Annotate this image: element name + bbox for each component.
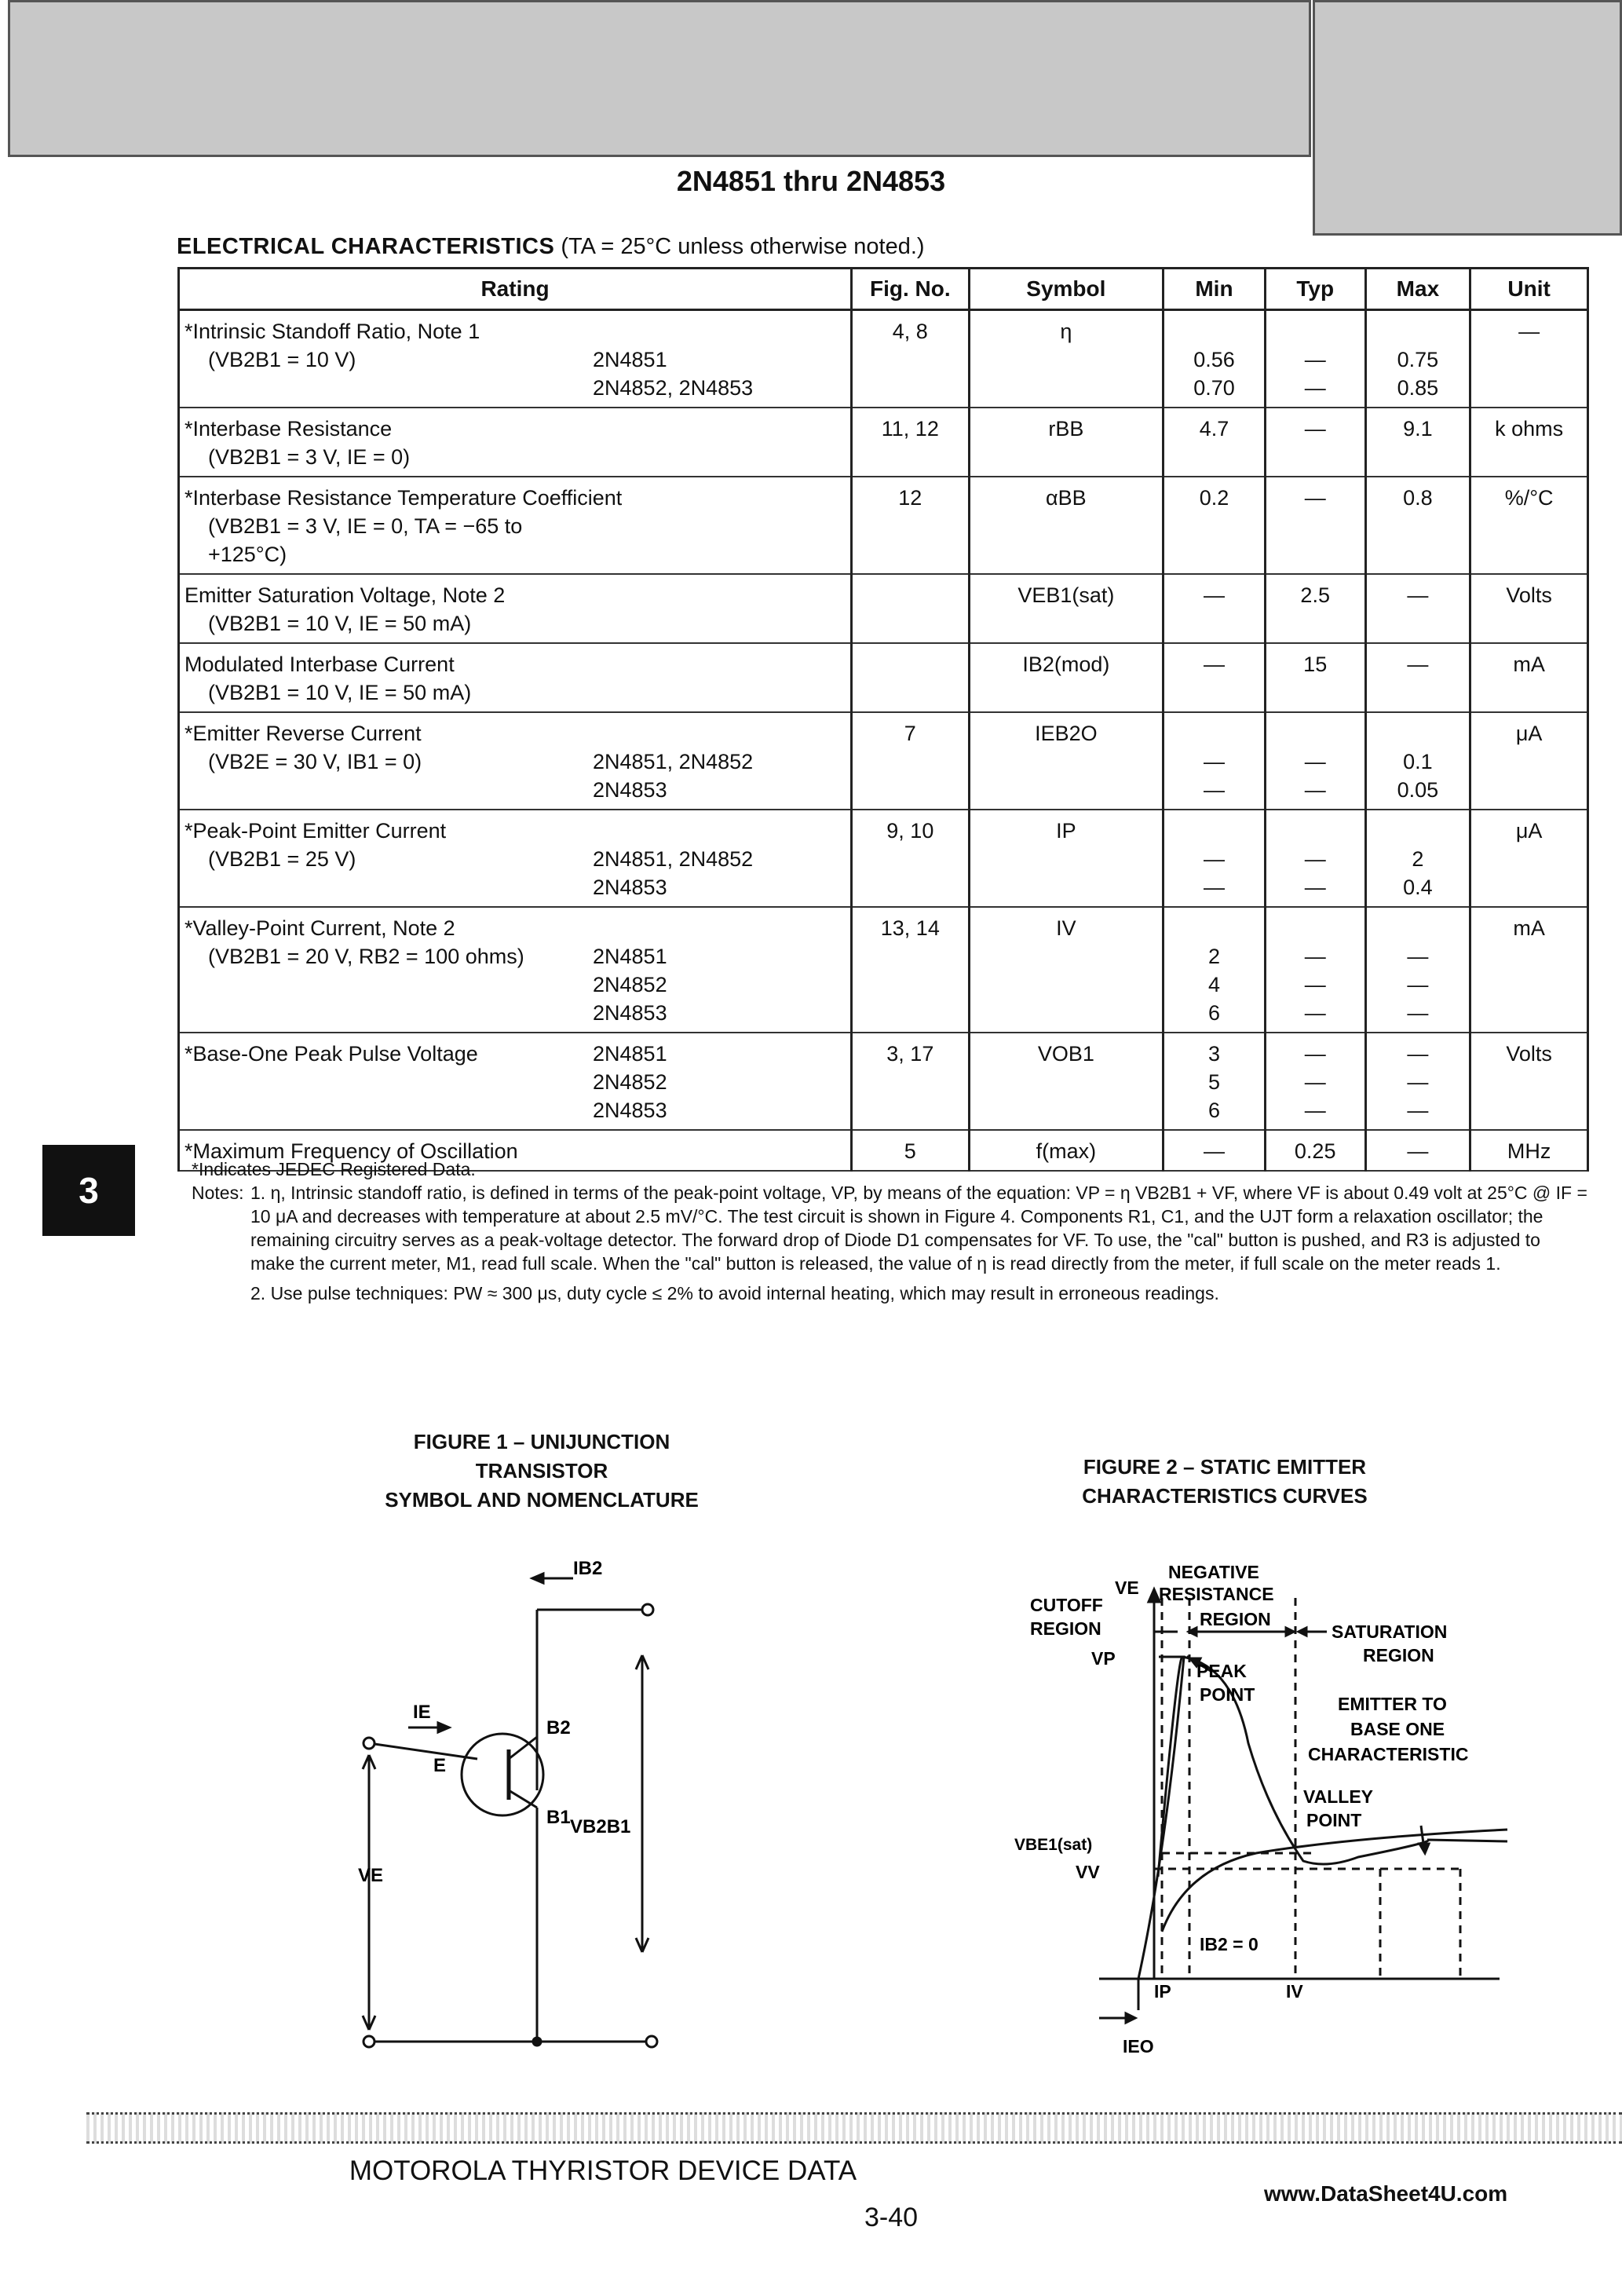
rating-condition (184, 1040, 593, 1124)
col-header: Unit (1470, 269, 1588, 310)
emitter-lead (369, 1743, 477, 1759)
rating-cell (179, 643, 852, 712)
unit-cell: mA (1470, 643, 1588, 712)
figure1-caption (338, 1428, 746, 1515)
figure1-caption-line: TRANSISTOR (475, 1459, 608, 1483)
unit-cell: MHz (1470, 1130, 1588, 1171)
rating-cell (179, 712, 852, 810)
rating-devices: 2N4851, 2N4852 2N4853 (593, 847, 754, 899)
unit-cell: — (1470, 310, 1588, 408)
typ-cell: 2.5 (1265, 574, 1365, 643)
min-cell: 0.2 (1164, 477, 1266, 574)
footer-divider (86, 2112, 1622, 2144)
col-header: Rating (179, 269, 852, 310)
fig-cell: 13, 14 (852, 907, 970, 1033)
min-cell: 3 5 6 (1164, 1033, 1266, 1130)
fig-cell (852, 643, 970, 712)
ve-bottom-terminal (363, 2036, 374, 2047)
fig-cell: 7 (852, 712, 970, 810)
fig2-label-peak: PEAK (1196, 1661, 1247, 1681)
fig-cell: 3, 17 (852, 1033, 970, 1130)
emitter-terminal (363, 1738, 374, 1749)
fig-cell: 4, 8 (852, 310, 970, 408)
fig2-label-vbe1sat: VBE1(sat) (1014, 1836, 1093, 1854)
symbol-cell: IV (969, 907, 1164, 1033)
rating-cell (179, 310, 852, 408)
rating-name: *Intrinsic Standoff Ratio, Note 1 (184, 320, 480, 343)
fig-cell: 12 (852, 477, 970, 574)
fig2-label-ve: VE (1115, 1578, 1139, 1598)
fig-cell: 5 (852, 1130, 970, 1171)
fig2-label-characteristic: CHARACTERISTIC (1308, 1744, 1469, 1764)
section-condition: (TA = 25°C unless otherwise noted.) (561, 234, 925, 259)
table-row (179, 712, 1588, 810)
unit-cell: k ohms (1470, 408, 1588, 477)
min-cell: 2 4 6 (1164, 907, 1266, 1033)
fig1-label-b1: B1 (546, 1807, 571, 1828)
rating-name: Modulated Interbase Current (184, 653, 455, 676)
max-cell: — (1365, 1130, 1470, 1171)
section-title-text: ELECTRICAL CHARACTERISTICS (177, 234, 555, 259)
rating-name: *Peak-Point Emitter Current (184, 819, 447, 843)
symbol-cell: VEB1(sat) (969, 574, 1164, 643)
rating-devices (593, 678, 846, 707)
table-row (179, 1033, 1588, 1130)
typ-cell: — — (1265, 310, 1365, 408)
max-cell: 0.8 (1365, 477, 1470, 574)
unit-cell: Volts (1470, 1033, 1588, 1130)
figure1-ujt-symbol (338, 1539, 730, 2073)
rating-devices (593, 609, 846, 638)
table-header-row (179, 269, 1588, 310)
figure2-characteristic-curves (997, 1539, 1515, 2065)
section-title (177, 234, 925, 260)
table-row (179, 810, 1588, 907)
fig-cell: 11, 12 (852, 408, 970, 477)
note-2: 2. Use pulse techniques: PW ≈ 300 μs, duty cycle ≤ 2% to avoid internal heating, which may result in erroneous readings. (250, 1283, 1219, 1303)
max-cell: 0.1 0.05 (1365, 712, 1470, 810)
fig2-label-base-one: BASE ONE (1350, 1719, 1445, 1739)
fig1-label-ib2: IB2 (573, 1558, 603, 1579)
rating-name: *Valley-Point Current, Note 2 (184, 916, 455, 940)
typ-cell: — — (1265, 712, 1365, 810)
rating-condition: (VB2B1 = 10 V) (208, 348, 356, 371)
max-cell: 0.75 0.85 (1365, 310, 1470, 408)
typ-cell: 0.25 (1265, 1130, 1365, 1171)
fig1-label-e: E (433, 1755, 447, 1776)
rating-condition: (VB2B1 = 3 V, IE = 0) (208, 445, 411, 469)
table-row (179, 408, 1588, 477)
min-cell: 0.56 0.70 (1164, 310, 1266, 408)
fig2-label-vv: VV (1076, 1862, 1100, 1882)
section-tab: 3 (42, 1145, 135, 1236)
figure1-caption-line: FIGURE 1 – UNIJUNCTION (413, 1430, 670, 1453)
min-cell: — (1164, 574, 1266, 643)
figure2-caption-line: CHARACTERISTICS CURVES (1082, 1484, 1368, 1508)
max-cell: — (1365, 643, 1470, 712)
min-cell: — — (1164, 712, 1266, 810)
unit-cell: μA (1470, 712, 1588, 810)
b1-terminal (646, 2036, 657, 2047)
table-row (179, 310, 1588, 408)
symbol-cell: η (969, 310, 1164, 408)
rating-cell (179, 907, 852, 1033)
figure2-caption (1036, 1453, 1413, 1511)
header-gray-corner (1313, 0, 1622, 236)
min-cell: — — (1164, 810, 1266, 907)
col-header: Symbol (969, 269, 1164, 310)
rating-devices (593, 443, 846, 471)
unit-cell: mA (1470, 907, 1588, 1033)
fig1-label-vb2b1: VB2B1 (570, 1816, 631, 1837)
symbol-cell: IB2(mod) (969, 643, 1164, 712)
rating-name: *Base-One Peak Pulse Voltage (184, 1042, 478, 1066)
typ-cell: — — — (1265, 907, 1365, 1033)
symbol-cell: VOB1 (969, 1033, 1164, 1130)
min-cell: — (1164, 1130, 1266, 1171)
symbol-cell: IEB2O (969, 712, 1164, 810)
unit-cell: %/°C (1470, 477, 1588, 574)
b2-terminal (642, 1604, 653, 1615)
rating-devices (593, 512, 846, 569)
rating-cell (179, 574, 852, 643)
fig2-label-vp: VP (1091, 1648, 1116, 1669)
rating-cell (179, 408, 852, 477)
rating-condition: (VB2B1 = 20 V, RB2 = 100 ohms) (208, 945, 524, 968)
rating-cell (179, 1033, 852, 1130)
ib2-zero-curve (1162, 1830, 1507, 1932)
col-header: Max (1365, 269, 1470, 310)
notes-label: Notes: (192, 1183, 244, 1203)
figure2-caption-line: FIGURE 2 – STATIC EMITTER (1083, 1455, 1367, 1479)
rating-name: *Emitter Reverse Current (184, 722, 422, 745)
fig2-label-valley-point: POINT (1306, 1810, 1362, 1830)
table-row (179, 907, 1588, 1033)
table-row (179, 643, 1588, 712)
fig2-label-emitter-to: EMITTER TO (1338, 1694, 1447, 1714)
typ-cell: — (1265, 477, 1365, 574)
typ-cell: 15 (1265, 643, 1365, 712)
note-1: 1. η, Intrinsic standoff ratio, is defined in terms of the peak-point voltage, VP, by means of the equation: VP = η VB2B1 + VF, where VF is about 0.49 volt at 25°C @ IF = 10 μA and decreases with temperature at about 2.5 mV/°C. The test circuit is shown in Figure 4. Components R1, C1, and the UJT form a relaxation oscillator; the remaining circuitry serves as a peak-voltage detector. The forward drop of Diode D1 compensates for VF. To use, the "cal" button is pushed, and R3 is adjusted to make the current meter, M1, read full scale. When the "cal" button is released, the value of η is read directly from the meter, if full scale on the meter reads 1. (250, 1183, 1587, 1274)
rating-condition: (VB2B1 = 3 V, IE = 0, TA = −65 to +125°C) (208, 514, 523, 566)
source-site: www.DataSheet4U.com (1264, 2181, 1508, 2206)
fig2-label-negative: NEGATIVE (1168, 1562, 1259, 1582)
rating-devices: 2N4851 2N4852 2N4853 (593, 1042, 667, 1122)
fig2-label-ieo: IEO (1123, 2036, 1154, 2057)
table-row (179, 477, 1588, 574)
fig1-label-ve: VE (358, 1865, 384, 1886)
fig2-label-iv: IV (1286, 1981, 1303, 2002)
page-number: 3-40 (864, 2203, 919, 2232)
rating-condition: (VB2B1 = 25 V) (208, 847, 356, 871)
rating-name: *Maximum Frequency of Oscillation (184, 1139, 518, 1163)
rating-condition: (VB2E = 30 V, IB1 = 0) (208, 750, 422, 773)
electrical-characteristics-table (177, 267, 1589, 1172)
col-header: Fig. No. (852, 269, 970, 310)
notes-block (192, 1157, 1589, 1305)
rating-devices: 2N4851 2N4852, 2N4853 (593, 348, 754, 400)
min-cell: — (1164, 643, 1266, 712)
fig2-label-region: REGION (1200, 1609, 1271, 1629)
figure1-caption-line: SYMBOL AND NOMENCLATURE (385, 1488, 699, 1512)
rating-name: *Interbase Resistance (184, 417, 393, 441)
jedec-note: *Indicates JEDEC Registered Data. (192, 1159, 476, 1179)
fig2-label-resistance: RESISTANCE (1159, 1584, 1274, 1604)
fig-cell: 9, 10 (852, 810, 970, 907)
rating-name: Emitter Saturation Voltage, Note 2 (184, 583, 506, 607)
fig2-label-saturation-region: REGION (1363, 1645, 1434, 1665)
fig2-label-valley: VALLEY (1303, 1786, 1374, 1807)
rating-name: *Interbase Resistance Temperature Coefficient (184, 486, 623, 510)
max-cell: 2 0.4 (1365, 810, 1470, 907)
table-row (179, 574, 1588, 643)
max-cell: — — — (1365, 1033, 1470, 1130)
min-cell: 4.7 (1164, 408, 1266, 477)
rating-cell (179, 810, 852, 907)
col-header: Typ (1265, 269, 1365, 310)
fig2-label-saturation: SATURATION (1332, 1621, 1448, 1642)
fig2-label-cutoff-region: REGION (1030, 1618, 1101, 1639)
rating-cell (179, 477, 852, 574)
typ-cell: — — — (1265, 1033, 1365, 1130)
header-gray-band (8, 0, 1311, 157)
fig2-label-peak-point: POINT (1200, 1684, 1255, 1705)
fig-cell (852, 574, 970, 643)
unit-cell: μA (1470, 810, 1588, 907)
page-title: 2N4851 thru 2N4853 (676, 165, 946, 197)
rating-condition: (VB2B1 = 10 V, IE = 50 mA) (208, 681, 472, 704)
col-header: Min (1164, 269, 1266, 310)
fig1-label-ie: IE (413, 1702, 431, 1723)
footer-brand: MOTOROLA THYRISTOR DEVICE DATA (349, 2155, 857, 2186)
unit-cell: Volts (1470, 574, 1588, 643)
fig2-label-cutoff: CUTOFF (1030, 1595, 1103, 1615)
symbol-cell: f(max) (969, 1130, 1164, 1171)
fig1-label-b2: B2 (546, 1717, 571, 1738)
symbol-cell: rBB (969, 408, 1164, 477)
max-cell: 9.1 (1365, 408, 1470, 477)
max-cell: — — — (1365, 907, 1470, 1033)
rating-devices: 2N4851 2N4852 2N4853 (593, 945, 667, 1025)
typ-cell: — (1265, 408, 1365, 477)
rating-devices: 2N4851, 2N4852 2N4853 (593, 750, 754, 802)
fig2-label-ip: IP (1154, 1981, 1171, 2002)
rating-condition: (VB2B1 = 10 V, IE = 50 mA) (208, 612, 472, 635)
max-cell: — (1365, 574, 1470, 643)
typ-cell: — — (1265, 810, 1365, 907)
fig2-label-ib2-zero: IB2 = 0 (1200, 1934, 1259, 1954)
symbol-cell: αBB (969, 477, 1164, 574)
symbol-cell: IP (969, 810, 1164, 907)
